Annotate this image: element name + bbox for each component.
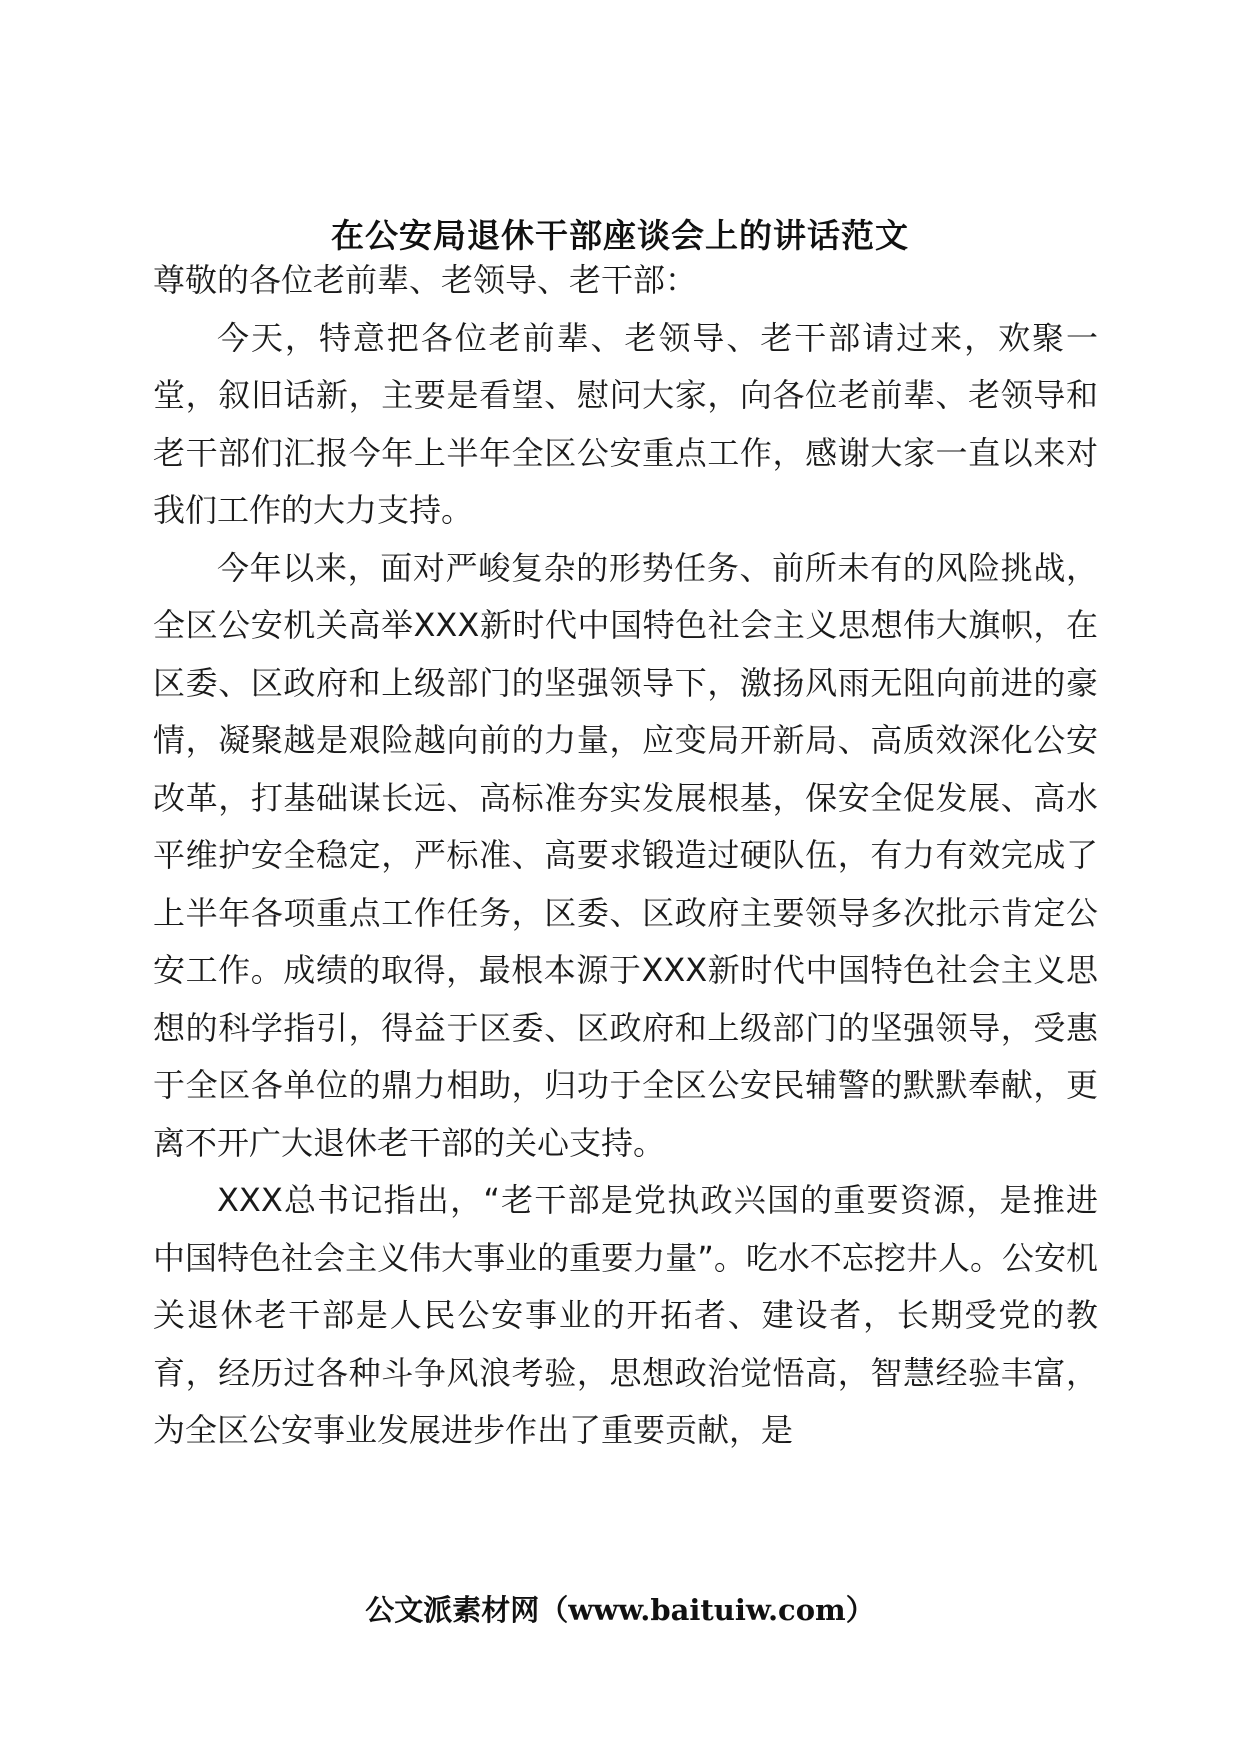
document-title: 在公安局退休干部座谈会上的讲话范文 <box>331 216 909 255</box>
paragraph-2: 今年以来，面对严峻复杂的形势任务、前所未有的风险挑战，全区公安机关高举XXX新时代中国特色社会主义思想伟大旗帜，在区委、区政府和上级部门的坚强领导下，激扬风雨无阻向前进的豪情，凝聚越是艰险越向前的力量，应变局开新局、高质效深化公安改革，打基础谋长远、高标准夯实发展根基，保安全促发展、高水平维护安全稳定，严标准、高要求锻造过硬队伍，有力有效完成了上半年各项重点工作任务，区委、区政府主要领导多次批示肯定公安工作。成绩的取得，最根本源于XXX新时代中国特色社会主义思想的科学指引，得益于区委、区政府和上级部门的坚强领导，受惠于全区各单位的鼎力相助，归功于全区公安民辅警的默默奉献，更离不开广大退休老干部的关心支持。 <box>153 548 1098 1162</box>
document-body <box>153 252 1098 1460</box>
paragraph-1: 今天，特意把各位老前辈、老领导、老干部请过来，欢聚一堂，叙旧话新，主要是看望、慰问大家，向各位老前辈、老领导和老干部们汇报今年上半年全区公安重点工作，感谢大家一直以来对我们工作的大力支持。 <box>153 318 1098 529</box>
salutation: 尊敬的各位老前辈、老领导、老干部： <box>153 261 698 299</box>
paragraph-3: XXX总书记指出，“老干部是党执政兴国的重要资源，是推进中国特色社会主义伟大事业的重要力量”。吃水不忘挖井人。公安机关退休老干部是人民公安事业的开拓者、建设者，长期受党的教育，经历过各种斗争风浪考验，思想政治觉悟高，智慧经验丰富，为全区公安事业发展进步作出了重要贡献，是 <box>153 1181 1098 1449</box>
footer-watermark: 公文派素材网（www.baituiw.com） <box>365 1593 875 1627</box>
